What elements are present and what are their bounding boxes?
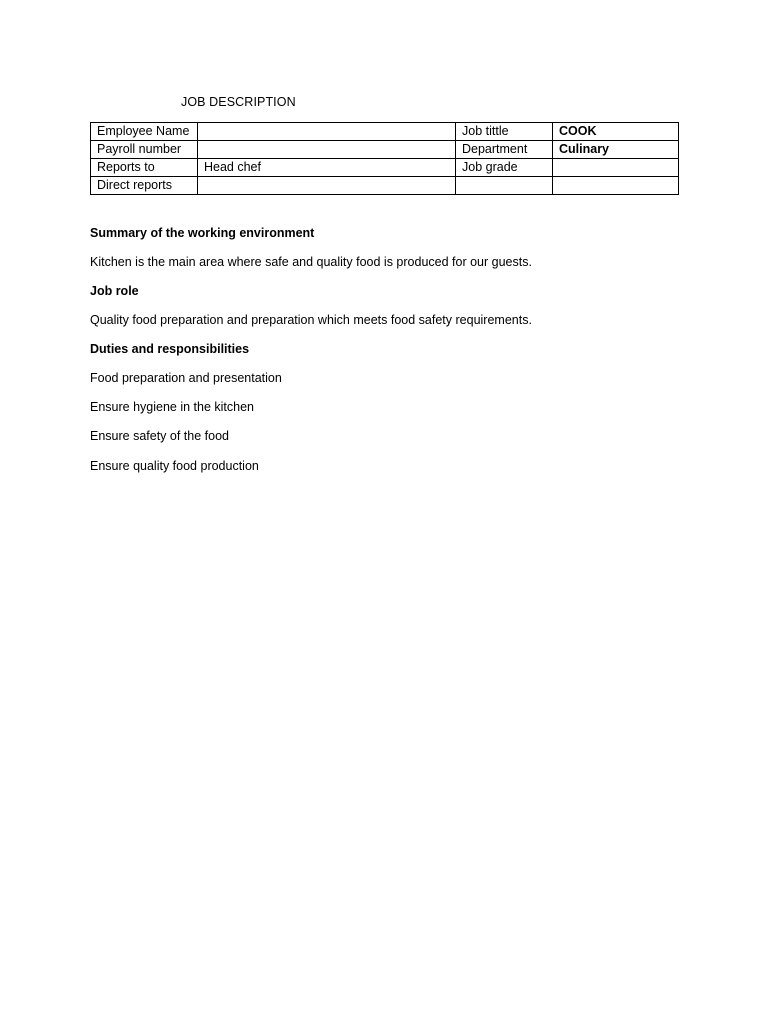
duty-item: Ensure quality food production — [90, 459, 259, 473]
job-grade-value — [553, 159, 679, 177]
duty-item: Ensure safety of the food — [90, 429, 229, 443]
summary-text: Kitchen is the main area where safe and quality food is produced for our guests. — [90, 255, 532, 269]
job-role-text: Quality food preparation and preparation which meets food safety requirements. — [90, 313, 532, 327]
employee-name-value — [198, 123, 456, 141]
empty-value-cell — [553, 177, 679, 195]
direct-reports-value — [198, 177, 456, 195]
payroll-number-label: Payroll number — [91, 141, 198, 159]
reports-to-value: Head chef — [198, 159, 456, 177]
reports-to-label: Reports to — [91, 159, 198, 177]
job-grade-label: Job grade — [456, 159, 553, 177]
job-role-heading: Job role — [90, 284, 139, 298]
department-label: Department — [456, 141, 553, 159]
table-row — [91, 177, 679, 195]
table-row — [91, 123, 679, 141]
document-title: JOB DESCRIPTION — [181, 95, 296, 109]
table-row — [91, 159, 679, 177]
duty-item: Ensure hygiene in the kitchen — [90, 400, 254, 414]
duty-item: Food preparation and presentation — [90, 371, 282, 385]
job-title-label: Job tittle — [456, 123, 553, 141]
duties-heading: Duties and responsibilities — [90, 342, 250, 356]
department-value: Culinary — [553, 141, 679, 159]
summary-heading: Summary of the working environment — [90, 226, 315, 240]
job-title-value: COOK — [553, 123, 679, 141]
empty-label-cell — [456, 177, 553, 195]
employee-info-table — [90, 122, 679, 195]
direct-reports-label: Direct reports — [91, 177, 198, 195]
table-row — [91, 141, 679, 159]
payroll-number-value — [198, 141, 456, 159]
employee-name-label: Employee Name — [91, 123, 198, 141]
